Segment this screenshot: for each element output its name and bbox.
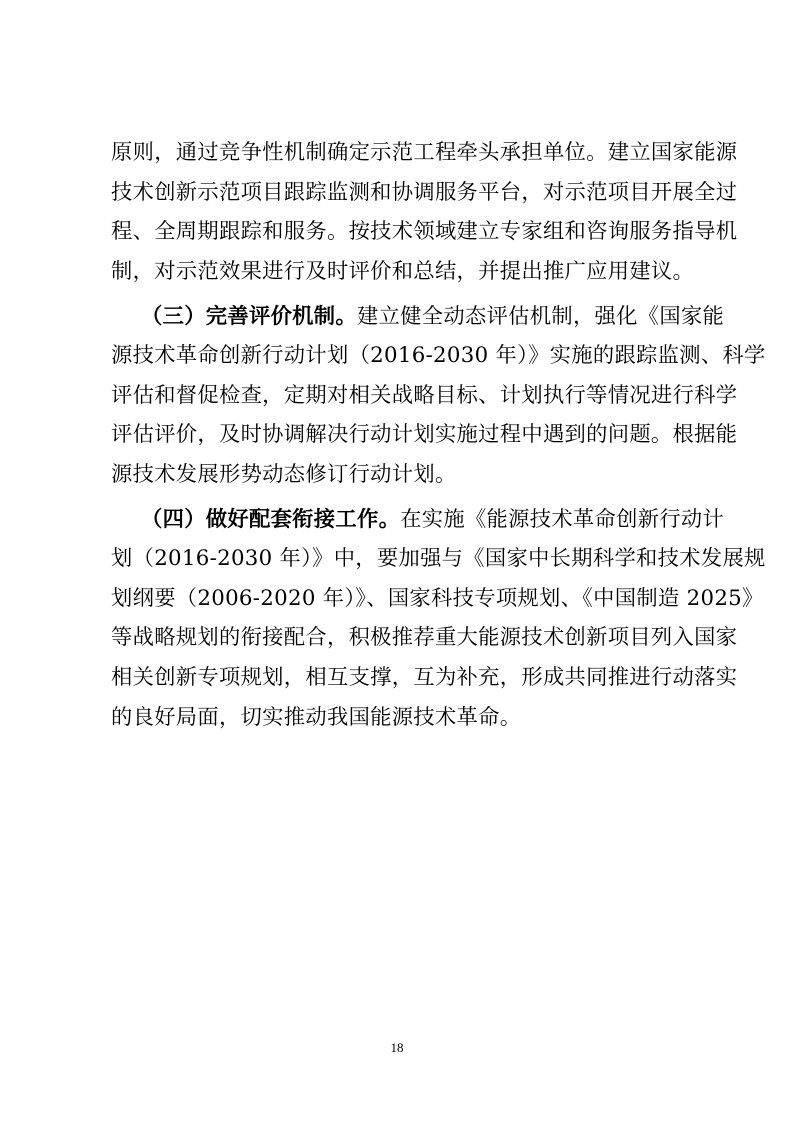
section-4-first-line <box>141 504 725 536</box>
page-number: 18 <box>390 1040 404 1055</box>
section-3-heading: （三）完善评价机制。 <box>141 304 357 329</box>
paragraph-line: 的良好局面，切实推动我国能源技术革命。 <box>111 705 522 730</box>
paragraph-line: 相关创新专项规划，相互支撑，互为补充，形成共同推进行动落实 <box>111 665 738 690</box>
paragraph-line: 制，对示范效果进行及时评价和总结，并提出推广应用建议。 <box>111 259 695 284</box>
section-4-heading: （四）做好配套衔接工作。 <box>141 507 401 532</box>
paragraph-line: 划纲要（2006-2020 年）》、国家科技专项规划、《中国制造 2025》 <box>111 586 764 611</box>
section-3-first-line-text: 建立健全动态评估机制，强化《国家能 <box>356 304 725 329</box>
paragraph-line: 技术创新示范项目跟踪监测和协调服务平台，对示范项目开展全过 <box>111 180 738 205</box>
paragraph-line: 源技术发展形势动态修订行动计划。 <box>111 462 457 487</box>
paragraph-line: 源技术革命创新行动计划（2016-2030 年）》实施的跟踪监测、科学 <box>111 343 766 368</box>
section-3-first-line <box>141 301 725 333</box>
paragraph-line: 程、全周期跟踪和服务。按技术领域建立专家组和咨询服务指导机 <box>111 219 738 244</box>
paragraph-line: 原则，通过竞争性机制确定示范工程牵头承担单位。建立国家能源 <box>111 140 738 165</box>
paragraph-line: 划（2016-2030 年）》中，要加强与《国家中长期科学和技术发展规 <box>111 546 766 571</box>
paragraph-line: 评估评价，及时协调解决行动计划实施过程中遇到的问题。根据能 <box>111 422 738 447</box>
section-4-first-line-text: 在实施《能源技术革命创新行动计 <box>400 507 725 532</box>
paragraph-line: 等战略规划的衔接配合，积极推荐重大能源技术创新项目列入国家 <box>111 625 738 650</box>
paragraph-line: 评估和督促检查，定期对相关战略目标、计划执行等情况进行科学 <box>111 383 738 408</box>
